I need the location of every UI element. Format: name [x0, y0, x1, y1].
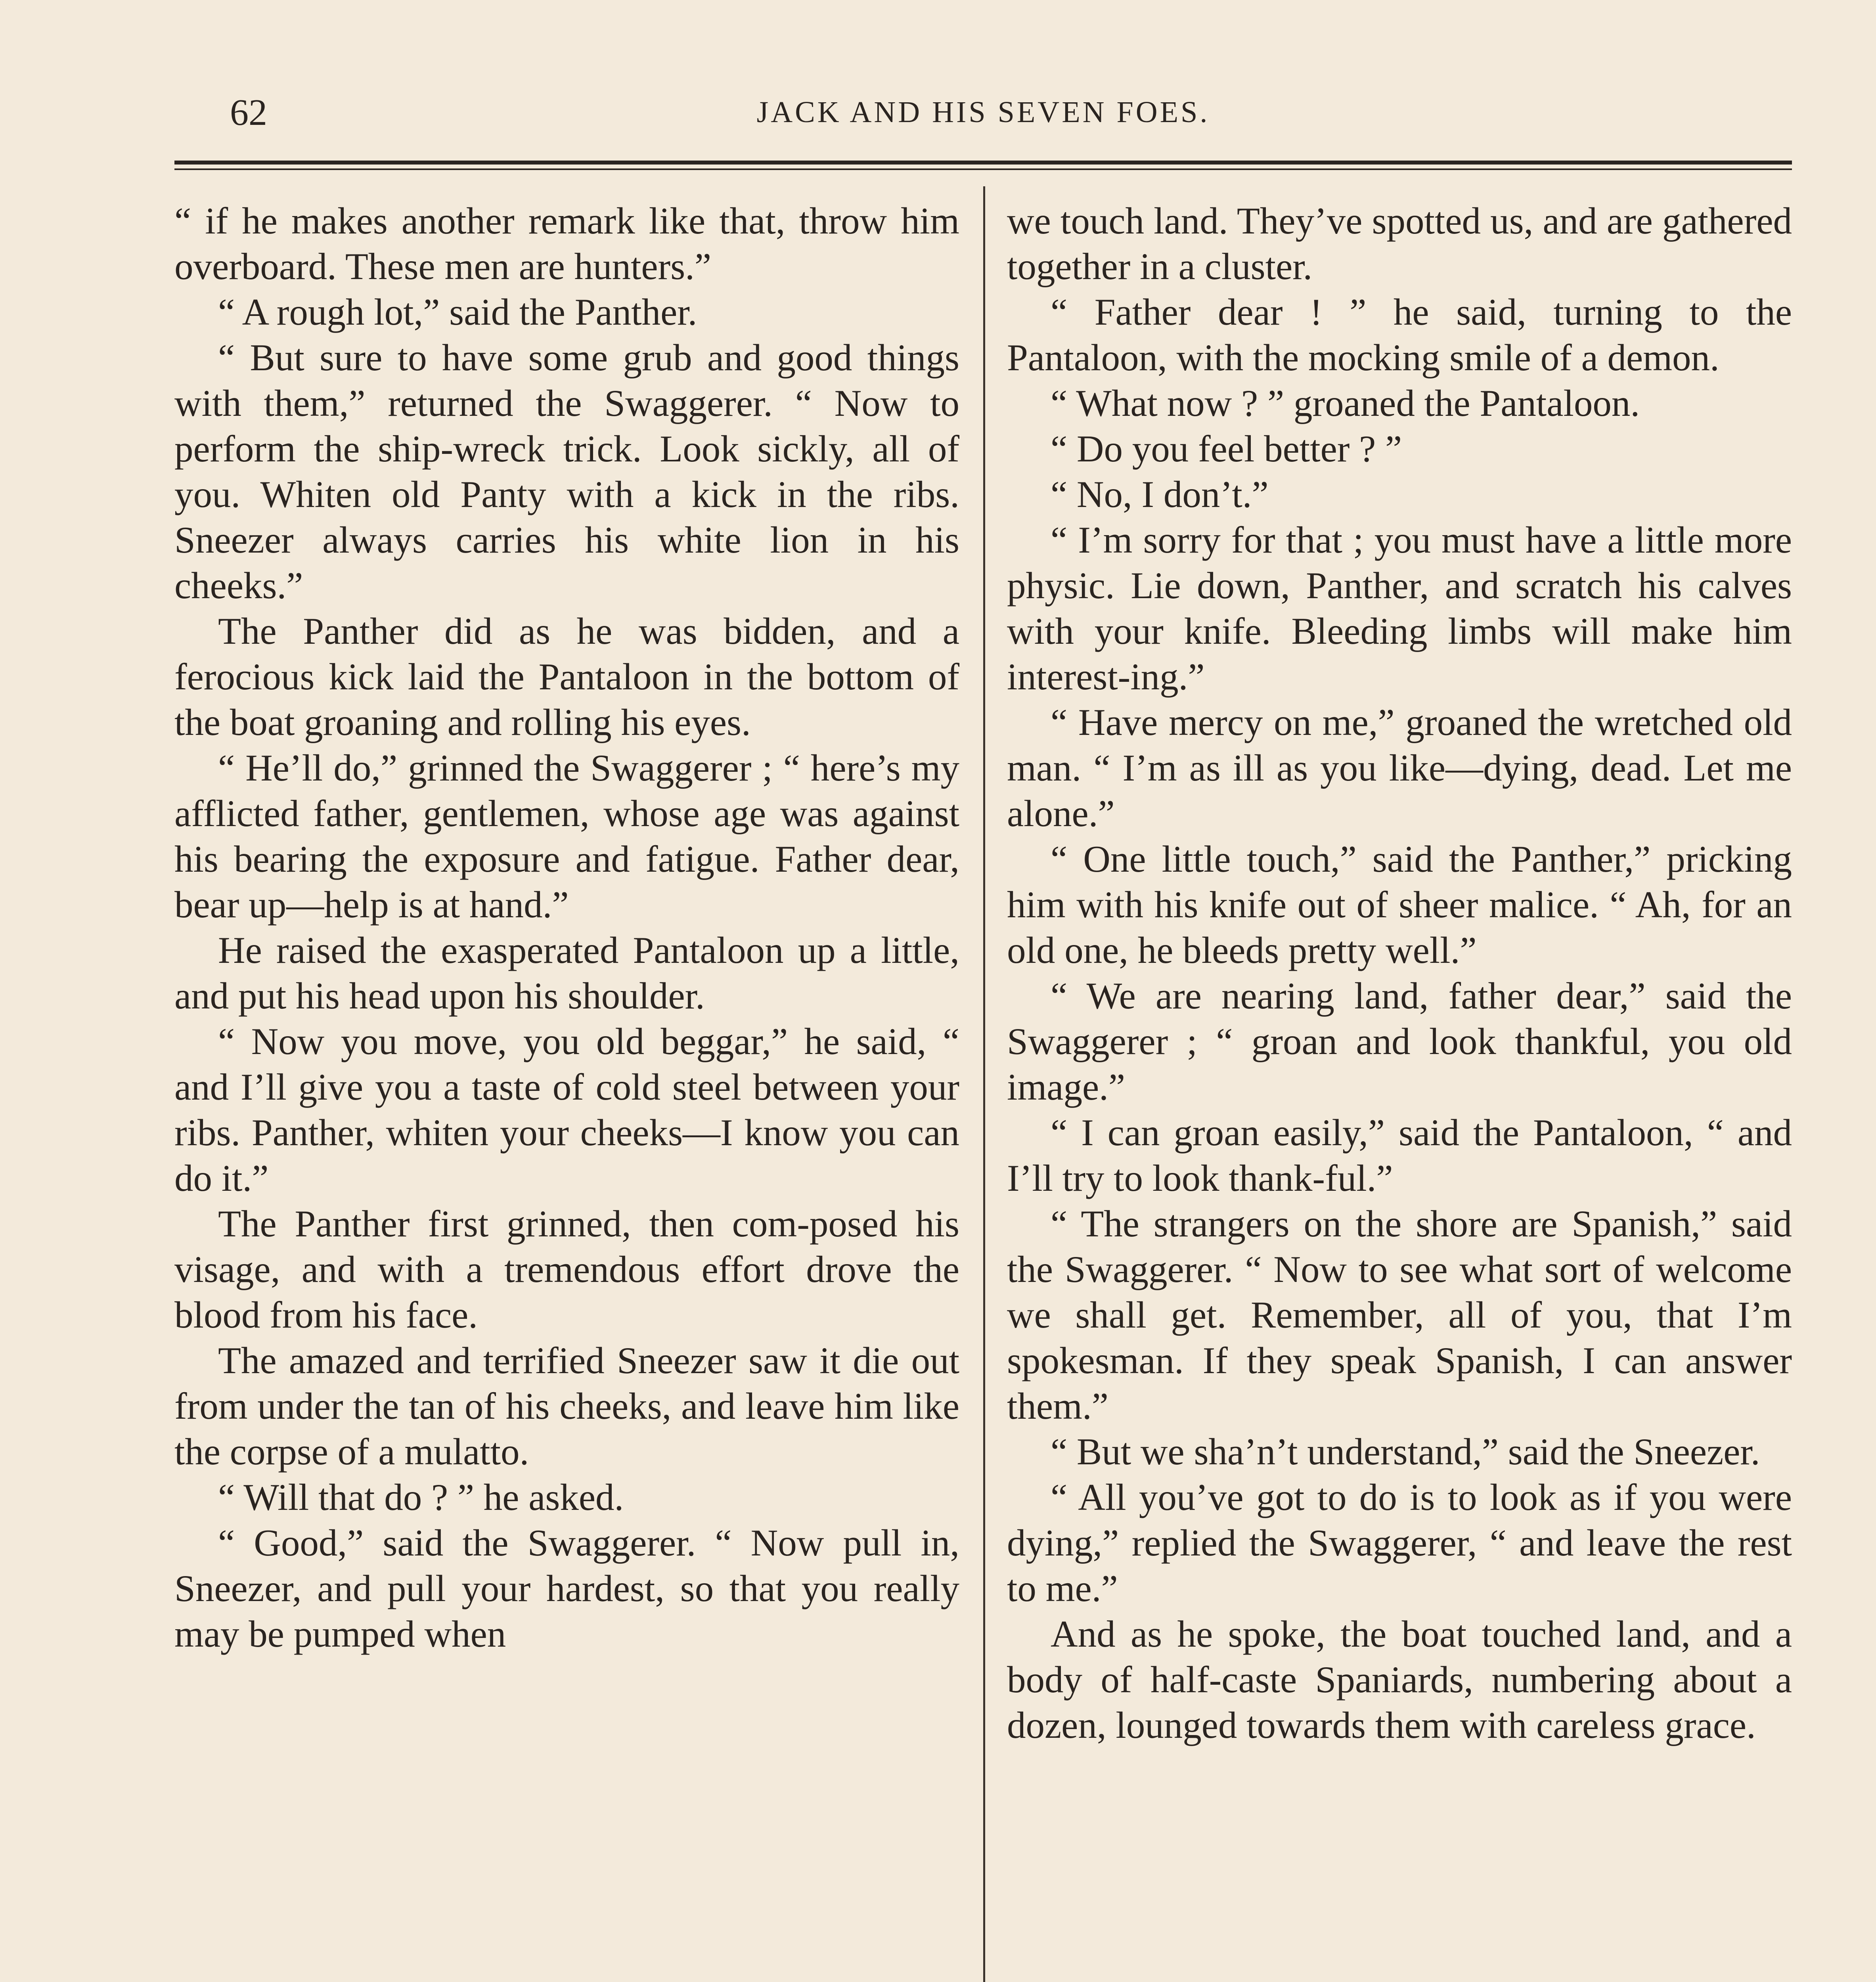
paragraph: “ But sure to have some grub and good things with them,” returned the Swaggerer. “ Now to perform the ship-wreck trick. Look sickly, all of you. Whiten old Panty with a kick in the ribs. Sneezer always carries his white lion in his cheeks.”: [174, 337, 959, 606]
paragraph: “ We are nearing land, father dear,” said the Swaggerer ; “ groan and look thankful, you old image.”: [1007, 975, 1792, 1108]
paragraph: “ All you’ve got to do is to look as if you were dying,” replied the Swaggerer, “ and leave the rest to me.”: [1007, 1476, 1792, 1609]
paragraph: “ What now ? ” groaned the Pantaloon.: [1051, 382, 1640, 424]
paragraph: “ One little touch,” said the Panther,” pricking him with his knife out of sheer malice. “ Ah, for an old one, he bleeds pretty well.”: [1007, 838, 1792, 971]
page-number: 62: [230, 92, 267, 133]
paragraph: “ I’m sorry for that ; you must have a little more physic. Lie down, Panther, and scratch his calves with your knife. Bleeding limbs will make him interest-ing.”: [1007, 519, 1792, 698]
paragraph: “ Have mercy on me,” groaned the wretched old man. “ I’m as ill as you like—dying, dead. Let me alone.”: [1007, 701, 1792, 834]
paragraph: “ Now you move, you old beggar,” he said, “ and I’ll give you a taste of cold steel between your ribs. Panther, whiten your cheeks—I know you can do it.”: [174, 1020, 959, 1199]
paragraph: “ if he makes another remark like that, throw him overboard. These men are hunters.”: [174, 200, 959, 287]
header-rule: [174, 161, 1792, 165]
paragraph: “ The strangers on the shore are Spanish,” said the Swaggerer. “ Now to see what sort of welcome we shall get. Remember, all of you, that I’m spokesman. If they speak Spanish, I can answer them.”: [1007, 1203, 1792, 1427]
paragraph: “ He’ll do,” grinned the Swaggerer ; “ here’s my afflicted father, gentlemen, whose age was against his bearing the exposure and fatigue. Father dear, bear up—help is at hand.”: [174, 747, 959, 926]
running-title: JACK AND HIS SEVEN FOES.: [756, 96, 1210, 129]
paragraph: “ A rough lot,” said the Panther.: [218, 291, 697, 333]
paragraph: “ Will that do ? ” he asked.: [218, 1476, 624, 1518]
right-column-top: [1007, 198, 1792, 1748]
paragraph: He raised the exasperated Pantaloon up a little, and put his head upon his shoulder.: [174, 929, 959, 1017]
column-divider: [983, 186, 985, 1982]
paragraph: And as he spoke, the boat touched land, and a body of half-caste Spaniards, numbering about a dozen, lounged towards them with careless grace.: [1007, 1613, 1792, 1746]
paragraph: “ But we sha’n’t understand,” said the Sneezer.: [1051, 1431, 1760, 1473]
paragraph: we touch land. They’ve spotted us, and are gathered together in a cluster.: [1007, 200, 1792, 287]
paragraph: “ I can groan easily,” said the Pantaloon, “ and I’ll try to look thank-ful.”: [1007, 1112, 1792, 1199]
running-head: [174, 91, 1792, 139]
paragraph: “ Good,” said the Swaggerer. “ Now pull in, Sneezer, and pull your hardest, so that you really may be pumped when: [174, 1522, 959, 1655]
header-rule-thin: [174, 168, 1792, 170]
paragraph: The Panther did as he was bidden, and a ferocious kick laid the Pantaloon in the bottom of the boat groaning and rolling his eyes.: [174, 610, 959, 743]
paragraph: “ Do you feel better ? ”: [1051, 428, 1402, 470]
paragraph: The Panther first grinned, then com-posed his visage, and with a tremendous effort drove the blood from his face.: [174, 1203, 959, 1336]
paragraph: “ Father dear ! ” he said, turning to the Pantaloon, with the mocking smile of a demon.: [1007, 291, 1792, 379]
paragraph: The amazed and terrified Sneezer saw it die out from under the tan of his cheeks, and leave him like the corpse of a mulatto.: [174, 1339, 959, 1473]
left-column-top: [174, 198, 959, 1657]
paragraph: “ No, I don’t.”: [1051, 473, 1269, 515]
